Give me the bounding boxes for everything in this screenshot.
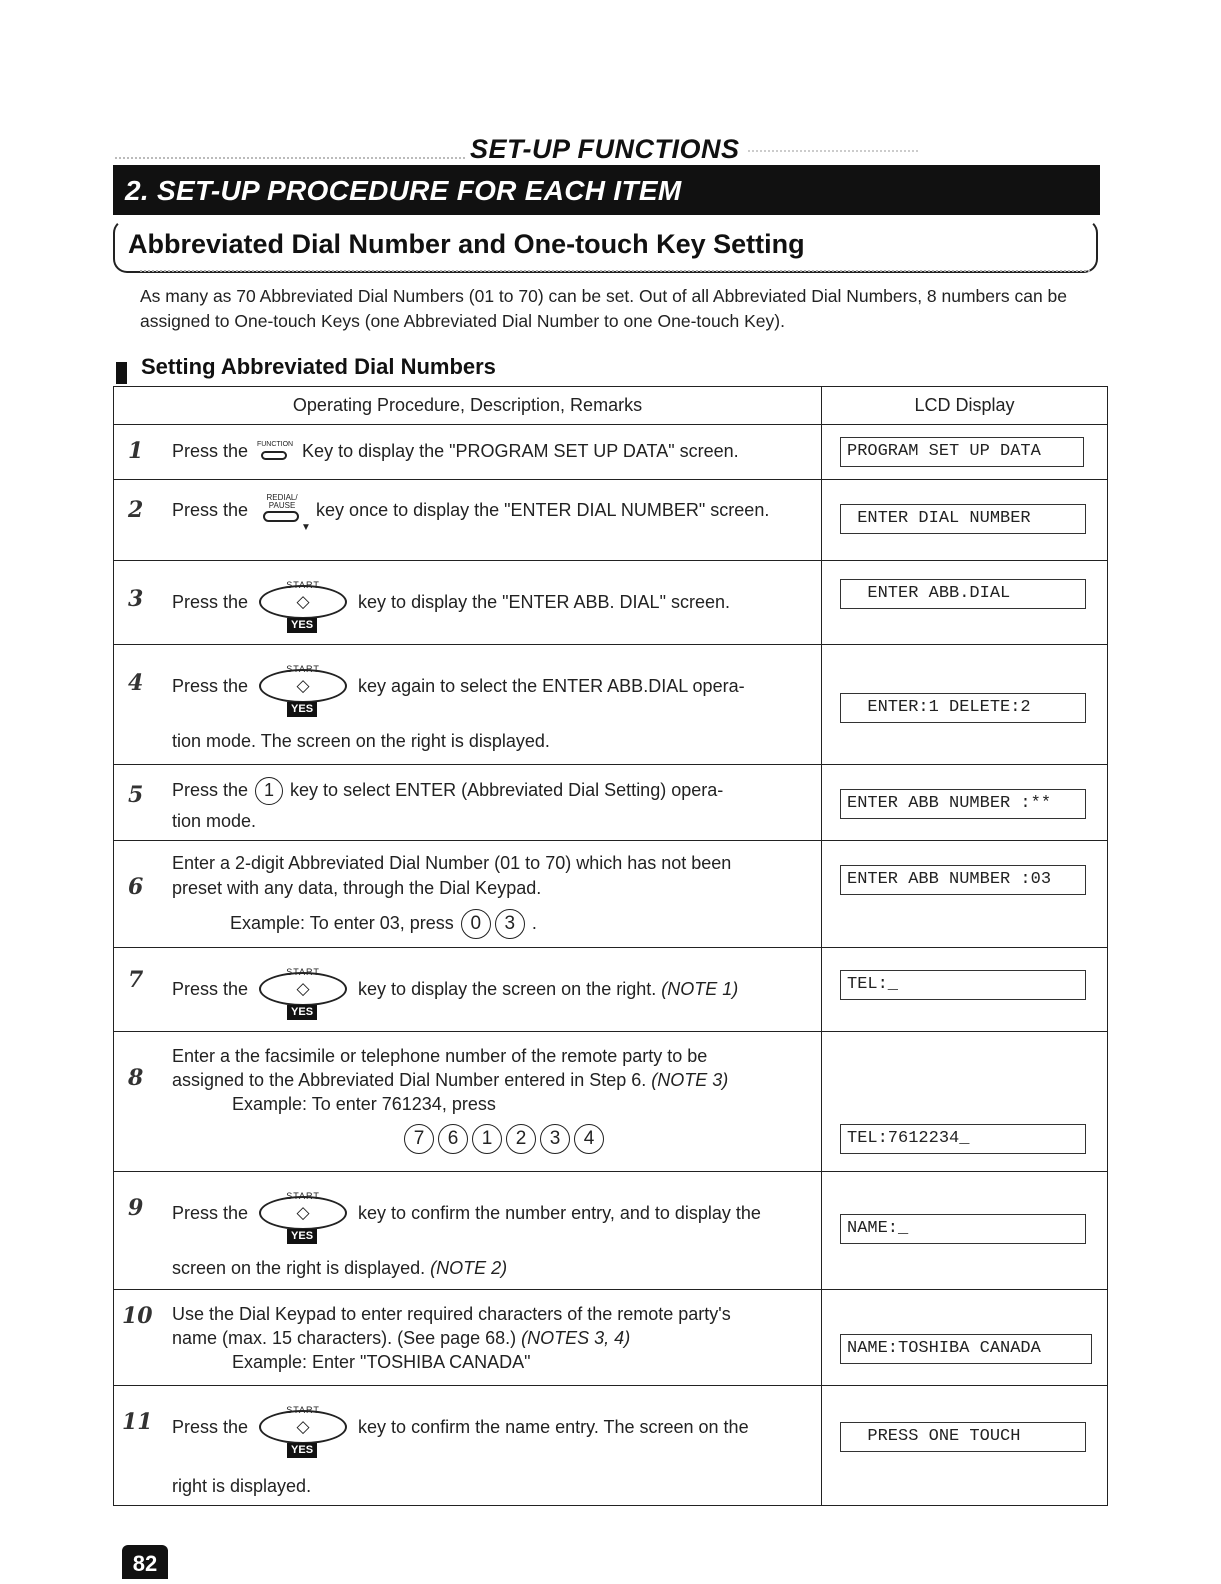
step-number: 5 [128, 782, 144, 808]
step-6-cell [114, 841, 822, 948]
step-line-2: preset with any data, through the Dial Keypad. [172, 878, 542, 898]
step-example: Example: To enter 03, press 0 3 . [230, 909, 809, 939]
lcd-display: TEL:_ [840, 970, 1086, 1000]
dial-key-3: 3 [540, 1124, 570, 1154]
redial-pause-key-icon: REDIAL/ PAUSE ▼ [257, 494, 307, 528]
step-line-2: name (max. 15 characters). (See page 68.) (NOTES 3, 4) [172, 1328, 631, 1348]
table-header-row [114, 387, 1108, 425]
section-dots-left [115, 157, 465, 159]
table-row [114, 1386, 1108, 1506]
step-text: Press the START ◇ YES key again to select the ENTER ABB.DIAL opera- [172, 657, 809, 717]
lcd-cell [822, 1386, 1108, 1506]
step-3-cell [114, 561, 822, 645]
table-row [114, 645, 1108, 765]
dial-key-2: 2 [506, 1124, 536, 1154]
procedure-bar-title: 2. SET-UP PROCEDURE FOR EACH ITEM [113, 165, 1100, 215]
dial-key-1: 1 [255, 777, 283, 805]
step-line-1: Use the Dial Keypad to enter required characters of the remote party's [172, 1304, 731, 1324]
step-text: Press the REDIAL/ PAUSE ▼ key once to display the "ENTER DIAL NUMBER" screen. [172, 493, 770, 533]
lcd-display: NAME:_ [840, 1214, 1086, 1244]
table-row [114, 480, 1108, 561]
subhead-dots [140, 270, 1090, 272]
step-number: 4 [128, 670, 144, 696]
step-number: 6 [128, 874, 144, 900]
col-header-lcd: LCD Display [822, 387, 1108, 425]
step-number: 8 [128, 1065, 144, 1091]
step-text: Press the START ◇ YES key to confirm the number entry, and to display the [172, 1184, 809, 1244]
step-number: 9 [128, 1195, 144, 1221]
section-heading: Setting Abbreviated Dial Numbers [141, 354, 496, 379]
step-text-cont: tion mode. The screen on the right is displayed. [172, 731, 550, 751]
step-text: Press the START ◇ YES key to display the screen on the right. (NOTE 1) [172, 960, 809, 1020]
lcd-cell [822, 1172, 1108, 1290]
lcd-cell [822, 561, 1108, 645]
dial-key-6: 6 [438, 1124, 468, 1154]
step-text-cont: right is displayed. [172, 1476, 312, 1496]
lcd-display: NAME:TOSHIBA CANADA [840, 1334, 1092, 1364]
dial-key-0: 0 [461, 909, 491, 939]
lcd-cell [822, 1032, 1108, 1172]
intro-paragraph: As many as 70 Abbreviated Dial Numbers (01 to 70) can be set. Out of all Abbreviated Dial Numbers, 8 numbers can be assigned to One-touch Keys (one Abbreviated Dial Number to one One-touch Key). [140, 286, 1068, 331]
step-text: Press the START ◇ YES key to display the "ENTER ABB. DIAL" screen. [172, 573, 809, 633]
function-key-icon: FUNCTION [255, 441, 295, 463]
table-row [114, 1290, 1108, 1386]
lcd-display: PROGRAM SET UP DATA [840, 437, 1084, 467]
lcd-display: ENTER ABB.DIAL [840, 579, 1086, 609]
lcd-display: TEL:7612234_ [840, 1124, 1086, 1154]
dial-key-3: 3 [495, 909, 525, 939]
step-line-1: Enter a 2-digit Abbreviated Dial Number (01 to 70) which has not been [172, 853, 732, 873]
start-yes-key-icon: START ◇ YES [257, 960, 349, 1020]
step-10-cell [114, 1290, 822, 1386]
step-7-cell [114, 948, 822, 1032]
heading-marker [116, 362, 127, 384]
step-text-cont: screen on the right is displayed. (NOTE 2) [172, 1258, 508, 1278]
step-text: Press the FUNCTION Key to display the "PROGRAM SET UP DATA" screen. [172, 439, 809, 463]
step-number: 10 [122, 1303, 153, 1329]
table-row [114, 1172, 1108, 1290]
table-row [114, 425, 1108, 480]
table-row [114, 1032, 1108, 1172]
page-number: 82 [122, 1545, 168, 1579]
dial-key-sequence [402, 1124, 809, 1154]
step-1-cell [114, 425, 822, 480]
lcd-cell [822, 645, 1108, 765]
start-yes-key-icon: START ◇ YES [257, 1184, 349, 1244]
start-yes-key-icon: START ◇ YES [257, 1398, 349, 1458]
lcd-display: ENTER DIAL NUMBER [840, 504, 1086, 534]
table-row [114, 841, 1108, 948]
section-dots-right [748, 150, 918, 152]
step-4-cell [114, 645, 822, 765]
lcd-cell [822, 480, 1108, 561]
lcd-cell [822, 1290, 1108, 1386]
step-8-cell [114, 1032, 822, 1172]
step-9-cell [114, 1172, 822, 1290]
step-2-cell [114, 480, 822, 561]
lcd-display: PRESS ONE TOUCH [840, 1422, 1086, 1452]
table-row [114, 765, 1108, 841]
subhead-title: Abbreviated Dial Number and One-touch Key Setting [128, 229, 805, 259]
step-number: 3 [128, 586, 144, 612]
table-row [114, 948, 1108, 1032]
dial-key-7: 7 [404, 1124, 434, 1154]
lcd-cell [822, 948, 1108, 1032]
step-5-cell [114, 765, 822, 841]
step-number: 7 [128, 967, 144, 993]
step-number: 11 [122, 1409, 153, 1435]
step-text: Press the START ◇ YES key to confirm the name entry. The screen on the [172, 1398, 809, 1458]
lcd-cell [822, 841, 1108, 948]
step-text-cont: tion mode. [172, 811, 257, 831]
step-example: Example: To enter 761234, press [232, 1094, 496, 1114]
step-number: 1 [128, 438, 144, 464]
step-11-cell [114, 1386, 822, 1506]
lcd-display: ENTER:1 DELETE:2 [840, 693, 1086, 723]
section-title: SET-UP FUNCTIONS [470, 134, 740, 164]
dial-key-1: 1 [472, 1124, 502, 1154]
start-yes-key-icon: START ◇ YES [257, 657, 349, 717]
procedure-table [113, 386, 1108, 1506]
col-header-procedure: Operating Procedure, Description, Remarks [114, 387, 822, 425]
table-row [114, 561, 1108, 645]
step-example: Example: Enter "TOSHIBA CANADA" [232, 1352, 531, 1372]
step-line-1: Enter a the facsimile or telephone number of the remote party to be [172, 1046, 708, 1066]
step-text: Press the 1 key to select ENTER (Abbreviated Dial Setting) opera- [172, 777, 809, 805]
step-number: 2 [128, 497, 144, 523]
dial-key-4: 4 [574, 1124, 604, 1154]
lcd-cell [822, 765, 1108, 841]
lcd-display: ENTER ABB NUMBER :03 [840, 865, 1086, 895]
lcd-cell [822, 425, 1108, 480]
lcd-display: ENTER ABB NUMBER :** [840, 789, 1086, 819]
step-line-2: assigned to the Abbreviated Dial Number entered in Step 6. (NOTE 3) [172, 1070, 729, 1090]
start-yes-key-icon: START ◇ YES [257, 573, 349, 633]
